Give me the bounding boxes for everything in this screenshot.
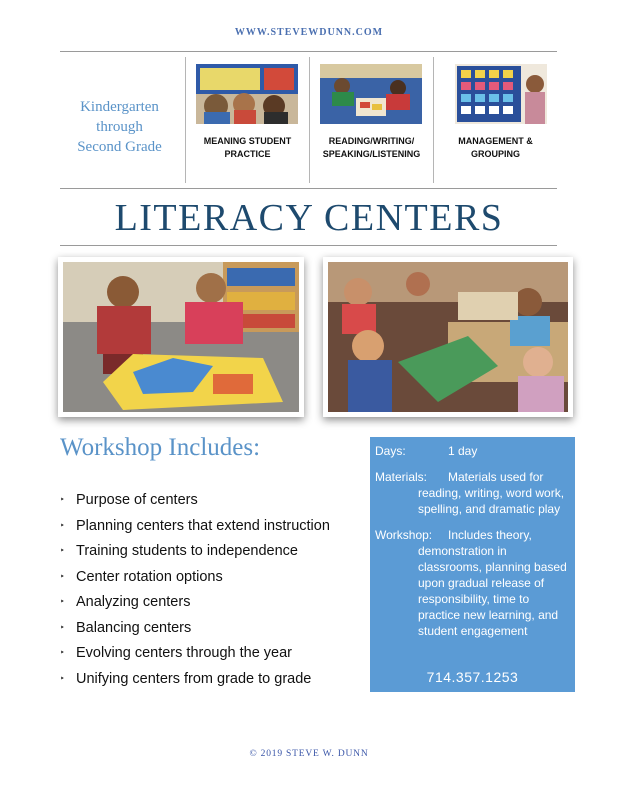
bullet-icon: ‣ bbox=[60, 648, 65, 657]
grade-line: Kindergarten bbox=[80, 99, 159, 115]
caption-line: PRACTICE bbox=[224, 149, 271, 159]
workshop-text: demonstration in bbox=[418, 544, 507, 558]
materials-label: Materials: bbox=[375, 470, 428, 484]
topic-text: Evolving centers through the year bbox=[76, 645, 293, 661]
workshop-text: responsibility, time to bbox=[418, 592, 530, 606]
site-url: WWW.STEVEWDUNN.COM bbox=[234, 27, 384, 38]
topic-text: Training students to independence bbox=[76, 543, 298, 559]
workshop-info-box bbox=[370, 437, 575, 692]
caption-line: GROUPING bbox=[470, 149, 520, 159]
phone-number: 714.357.1253 bbox=[426, 669, 519, 685]
grade-line: Second Grade bbox=[77, 139, 162, 155]
bullet-icon: ‣ bbox=[60, 597, 65, 606]
bullet-icon: ‣ bbox=[60, 495, 65, 504]
materials-text: Materials used for bbox=[448, 470, 544, 484]
topic-text: Planning centers that extend instruction bbox=[76, 517, 330, 534]
days-label: Days: bbox=[375, 444, 406, 458]
category-photo-literacy bbox=[320, 64, 422, 124]
list-item bbox=[60, 514, 330, 540]
photo-girls-reading bbox=[58, 257, 304, 417]
caption-line: MANAGEMENT & bbox=[458, 136, 533, 146]
days-row bbox=[375, 443, 570, 459]
list-item bbox=[60, 539, 330, 565]
caption-line: MEANING STUDENT bbox=[203, 136, 292, 146]
category-photo-management bbox=[455, 64, 547, 124]
workshop-text: Includes theory, bbox=[448, 528, 532, 542]
top-divider bbox=[60, 51, 557, 52]
bullet-icon: ‣ bbox=[60, 673, 65, 683]
topic-text: Center rotation options bbox=[76, 568, 223, 585]
bullet-icon: ‣ bbox=[60, 571, 65, 581]
photo-students-listening bbox=[323, 257, 573, 417]
workshop-heading: Workshop Includes: bbox=[60, 434, 261, 461]
workshop-text: student engagement bbox=[418, 624, 528, 638]
caption-line: SPEAKING/LISTENING bbox=[322, 149, 421, 159]
title-divider-top bbox=[60, 188, 557, 189]
column-divider bbox=[185, 57, 186, 183]
page-title: LITERACY CENTERS bbox=[114, 197, 504, 239]
workshop-label: Workshop: bbox=[375, 528, 433, 542]
bullet-icon: ‣ bbox=[60, 520, 65, 530]
list-item bbox=[60, 667, 330, 693]
workshop-text: upon gradual release of bbox=[418, 576, 545, 590]
materials-text: spelling, and dramatic play bbox=[418, 502, 561, 516]
list-item bbox=[60, 590, 330, 616]
topic-text: Analyzing centers bbox=[76, 594, 191, 610]
list-item bbox=[60, 616, 330, 642]
category-caption-management bbox=[434, 135, 557, 161]
caption-line: READING/WRITING/ bbox=[328, 136, 415, 146]
workshop-row bbox=[375, 527, 570, 639]
bullet-icon: ‣ bbox=[60, 546, 65, 555]
copyright: © 2019 STEVE W. DUNN bbox=[249, 749, 369, 759]
bullet-icon: ‣ bbox=[60, 622, 65, 632]
title-divider-bottom bbox=[60, 245, 557, 246]
materials-text: reading, writing, word work, bbox=[418, 486, 565, 500]
category-caption-practice bbox=[186, 135, 309, 161]
column-divider bbox=[433, 57, 434, 183]
workshop-text: practice new learning, and bbox=[418, 608, 559, 622]
grade-range bbox=[62, 97, 177, 157]
category-photo-practice bbox=[196, 64, 298, 124]
category-caption-literacy bbox=[310, 135, 433, 161]
list-item bbox=[60, 641, 330, 667]
topic-text: Balancing centers bbox=[76, 619, 192, 636]
list-item bbox=[60, 565, 330, 591]
list-item bbox=[60, 488, 330, 514]
materials-row bbox=[375, 469, 570, 517]
workshop-text: classrooms, planning based bbox=[418, 560, 567, 574]
topic-text: Purpose of centers bbox=[76, 492, 198, 508]
topic-text: Unifying centers from grade to grade bbox=[76, 670, 312, 687]
workshop-topics-list bbox=[60, 488, 330, 692]
column-divider bbox=[309, 57, 310, 183]
days-value: 1 day bbox=[448, 444, 478, 458]
grade-line: through bbox=[96, 119, 143, 135]
